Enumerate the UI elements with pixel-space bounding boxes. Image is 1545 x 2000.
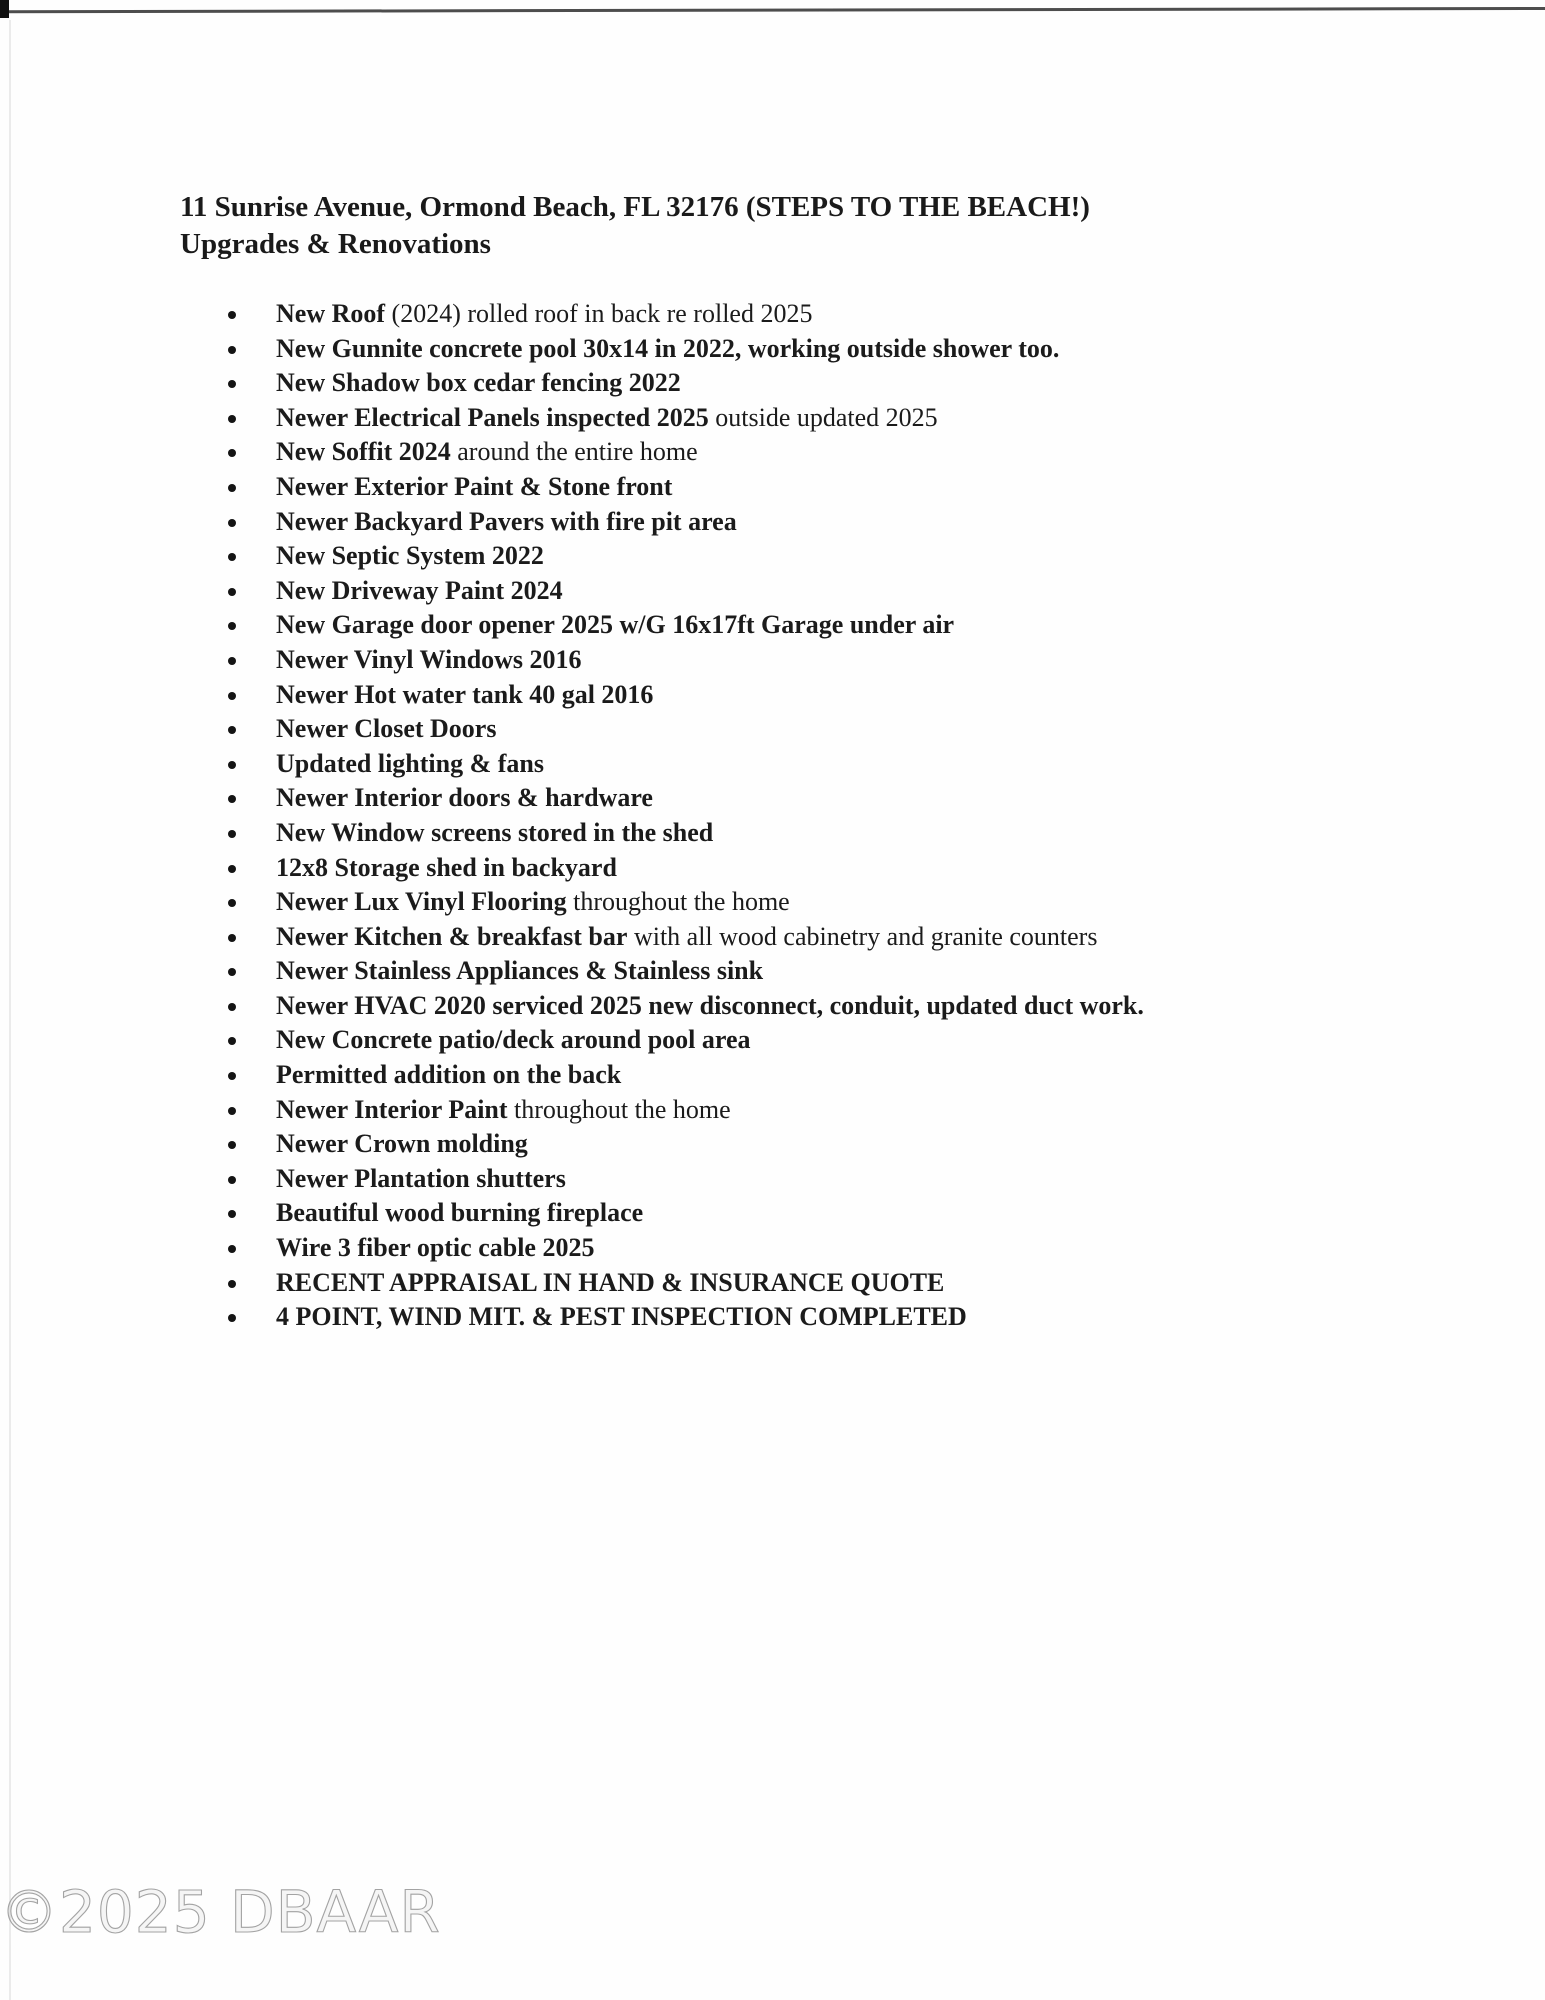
list-item xyxy=(228,851,1144,886)
list-item-bold-text: Newer Electrical Panels inspected 2025 xyxy=(276,402,709,432)
list-item-bold-text: Newer Lux Vinyl Flooring xyxy=(276,887,567,917)
list-item-bold-text: New Roof xyxy=(276,299,386,328)
list-item xyxy=(228,1300,1144,1335)
list-item xyxy=(228,747,1144,782)
scan-artifact-top-line xyxy=(0,7,1545,13)
bullet-icon xyxy=(228,899,236,907)
bullet-icon xyxy=(228,1280,236,1288)
list-item xyxy=(228,781,1144,816)
list-item-bold-text: Newer Kitchen & breakfast bar xyxy=(276,921,628,951)
list-item xyxy=(228,989,1144,1024)
bullet-icon xyxy=(228,1037,236,1045)
scan-artifact-left-edge xyxy=(9,20,11,2000)
bullet-icon xyxy=(228,761,236,769)
bullet-icon xyxy=(228,449,236,457)
bullet-icon xyxy=(228,830,236,838)
bullet-icon xyxy=(228,553,236,561)
list-item-bold-text: Newer Interior Paint xyxy=(276,1094,508,1124)
list-item-bold-text: New Window screens stored in the shed xyxy=(276,817,714,847)
bullet-icon xyxy=(228,346,236,354)
bullet-icon xyxy=(228,1141,236,1149)
list-item-bold-text: Newer Exterior Paint & Stone front xyxy=(276,471,673,501)
list-item-regular-text: with all wood cabinetry and granite counters xyxy=(627,921,1098,951)
watermark: ©2025 DBAAR xyxy=(0,1878,441,1946)
bullet-icon xyxy=(228,1003,236,1011)
list-item xyxy=(228,470,1144,505)
list-item xyxy=(228,1231,1144,1266)
bullet-icon xyxy=(228,968,236,976)
list-item-bold-text: 4 POINT, WIND MIT. & PEST INSPECTION COMPLETED xyxy=(276,1302,967,1332)
list-item-bold-text: Permitted addition on the back xyxy=(276,1060,622,1090)
list-item xyxy=(228,643,1144,678)
list-item-bold-text: RECENT APPRAISAL IN HAND & INSURANCE QUOTE xyxy=(276,1267,945,1297)
list-item-regular-text: throughout the home xyxy=(507,1094,731,1124)
list-item-regular-text: outside updated 2025 xyxy=(708,402,938,432)
bullet-icon xyxy=(228,415,236,423)
list-item xyxy=(228,539,1144,574)
bullet-icon xyxy=(228,1176,236,1184)
list-item xyxy=(228,1023,1144,1058)
bullet-icon xyxy=(228,484,236,492)
list-item-bold-text: Newer Backyard Pavers with fire pit area xyxy=(276,506,737,536)
bullet-icon xyxy=(228,311,236,319)
list-item xyxy=(228,1127,1144,1162)
list-item-regular-text: around the entire home xyxy=(450,437,698,467)
bullet-icon xyxy=(228,934,236,942)
list-item-bold-text: New Gunnite concrete pool 30x14 in 2022, working outside shower too. xyxy=(276,333,1060,363)
list-item-bold-text: New Concrete patio/deck around pool area xyxy=(276,1025,751,1055)
bullet-icon xyxy=(228,622,236,630)
list-item xyxy=(228,332,1144,367)
list-item xyxy=(228,920,1144,955)
list-item xyxy=(228,366,1144,401)
list-item xyxy=(228,885,1144,920)
list-item-bold-text: Beautiful wood burning fireplace xyxy=(276,1198,644,1228)
list-item xyxy=(228,1162,1144,1197)
list-item xyxy=(228,435,1144,470)
list-item-bold-text: 12x8 Storage shed in backyard xyxy=(276,852,617,882)
bullet-icon xyxy=(228,865,236,873)
title-subheading: Upgrades & Renovations xyxy=(180,228,491,260)
list-item-bold-text: New Soffit 2024 xyxy=(276,437,451,467)
bullet-icon xyxy=(228,519,236,527)
bullet-icon xyxy=(228,657,236,665)
bullet-icon xyxy=(228,1314,236,1322)
list-item xyxy=(228,954,1144,989)
list-item xyxy=(228,1093,1144,1128)
list-item xyxy=(228,608,1144,643)
list-item-bold-text: Newer Crown molding xyxy=(276,1129,528,1159)
list-item xyxy=(228,678,1144,713)
list-item-bold-text: Newer Hot water tank 40 gal 2016 xyxy=(276,679,654,709)
bullet-icon xyxy=(228,1210,236,1218)
bullet-icon xyxy=(228,795,236,803)
bullet-icon xyxy=(228,1107,236,1115)
list-item-regular-text: throughout the home xyxy=(566,887,790,917)
list-item-bold-text: New Driveway Paint 2024 xyxy=(276,575,563,605)
bullet-icon xyxy=(228,380,236,388)
title-address-line: 11 Sunrise Avenue, Ormond Beach, FL 32176 (STEPS TO THE BEACH!) xyxy=(180,191,1090,223)
bullet-icon xyxy=(228,726,236,734)
list-item xyxy=(228,712,1144,747)
list-item-bold-text: Updated lighting & fans xyxy=(276,748,544,778)
bullet-icon xyxy=(228,1245,236,1253)
list-item-bold-text: Newer Vinyl Windows 2016 xyxy=(276,644,582,674)
list-item-bold-text: Newer Plantation shutters xyxy=(276,1163,566,1193)
list-item-bold-text: New Garage door opener 2025 w/G 16x17ft Garage under air xyxy=(276,610,955,640)
list-item-regular-text: (2024) rolled roof in back re rolled 2025 xyxy=(385,299,813,328)
list-item-bold-text: Newer Stainless Appliances & Stainless sink xyxy=(276,956,764,986)
scan-artifact-corner-mark xyxy=(0,0,9,18)
list-item xyxy=(228,297,1144,332)
list-item-bold-text: Wire 3 fiber optic cable 2025 xyxy=(276,1233,595,1263)
list-item-bold-text: New Shadow box cedar fencing 2022 xyxy=(276,368,681,398)
bullet-icon xyxy=(228,1072,236,1080)
list-item xyxy=(228,401,1144,436)
list-item-bold-text: New Septic System 2022 xyxy=(276,541,544,571)
list-item-bold-text: Newer Closet Doors xyxy=(276,714,497,744)
list-item xyxy=(228,574,1144,609)
list-item xyxy=(228,816,1144,851)
list-item xyxy=(228,1266,1144,1301)
list-item xyxy=(228,505,1144,540)
list-item xyxy=(228,1196,1144,1231)
list-item-bold-text: Newer HVAC 2020 serviced 2025 new disconnect, conduit, updated duct work. xyxy=(276,990,1144,1020)
list-item xyxy=(228,1058,1144,1093)
upgrades-list xyxy=(228,297,1144,1335)
list-item-bold-text: Newer Interior doors & hardware xyxy=(276,783,653,813)
bullet-icon xyxy=(228,692,236,700)
bullet-icon xyxy=(228,588,236,596)
document-title xyxy=(180,189,1090,263)
